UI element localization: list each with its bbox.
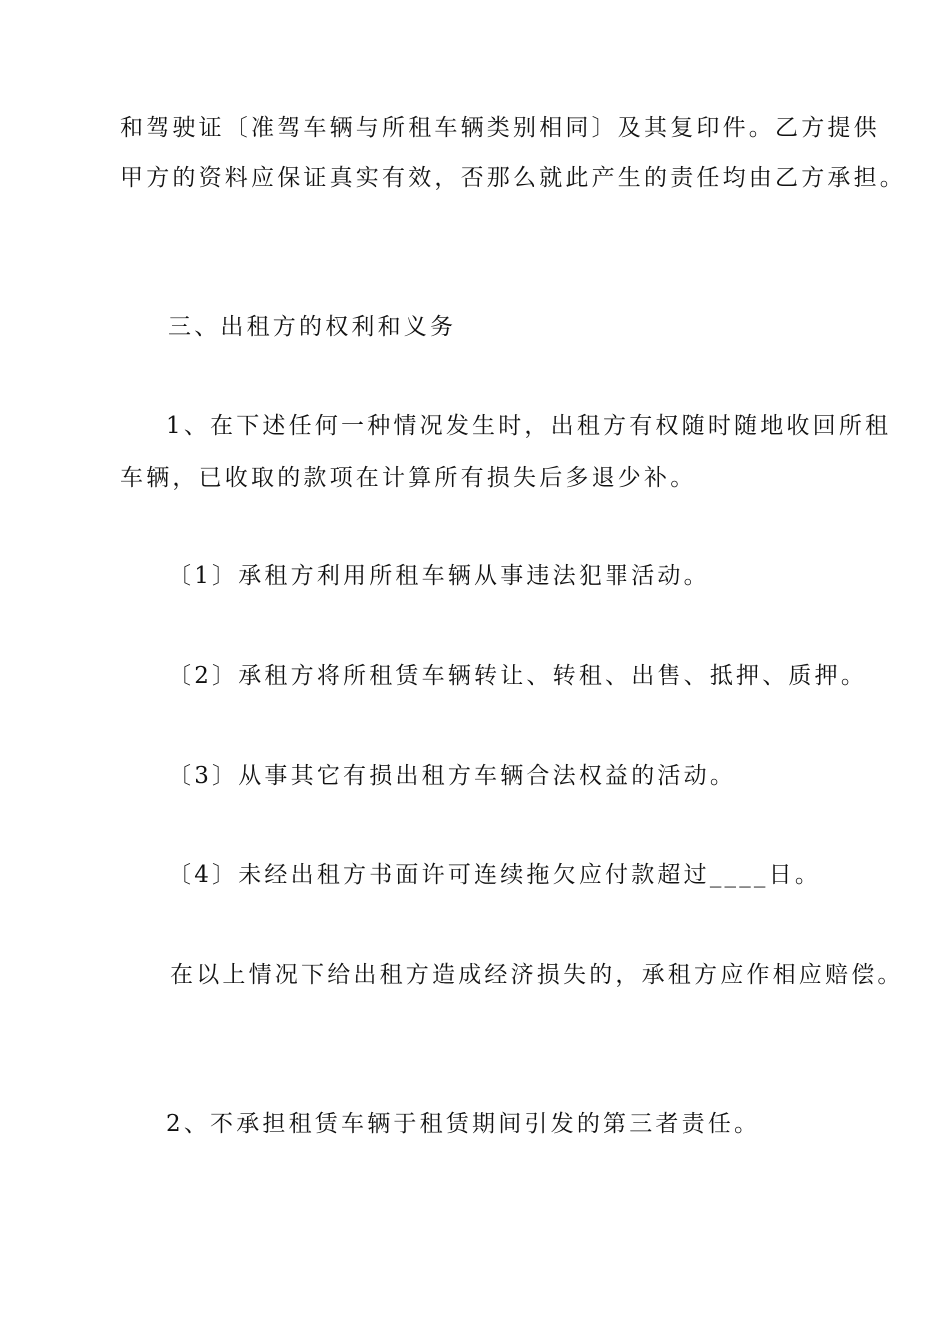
list-item: 〔2〕承租方将所租赁车辆转让、转租、出售、抵押、质押。 <box>168 663 868 689</box>
paragraph-line: 在以上情况下给出租方造成经济损失的，承租方应作相应赔偿。 <box>170 962 904 988</box>
paragraph-line: 1、在下述任何一种情况发生时，出租方有权随时随地收回所租 <box>166 413 892 439</box>
list-item: 〔1〕承租方利用所租车辆从事违法犯罪活动。 <box>168 563 710 589</box>
paragraph-line: 和驾驶证〔准驾车辆与所租车辆类别相同〕及其复印件。乙方提供 <box>120 115 880 141</box>
paragraph-line: 甲方的资料应保证真实有效，否那么就此产生的责任均由乙方承担。 <box>120 165 906 191</box>
list-item: 〔3〕从事其它有损出租方车辆合法权益的活动。 <box>168 763 737 789</box>
paragraph-line: 2、不承担租赁车辆于租赁期间引发的第三者责任。 <box>166 1111 761 1137</box>
paragraph-line: 车辆，已收取的款项在计算所有损失后多退少补。 <box>120 465 697 491</box>
list-item: 〔4〕未经出租方书面许可连续拖欠应付款超过____日。 <box>168 862 822 888</box>
section-heading: 三、出租方的权利和义务 <box>168 314 457 340</box>
